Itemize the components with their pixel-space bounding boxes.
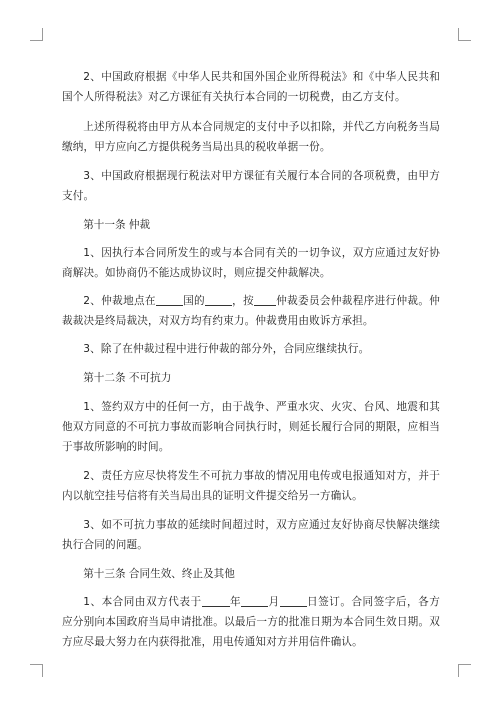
arbitration-clause-1: 1、因执行本合同所发生的或与本合同有关的一切争议，双方应通过友好协商解决。如协商仍不能达成协议时，则应提交仲裁解决。 [62,247,440,279]
tax-withholding-paragraph: 上述所得税将由甲方从本合同规定的支付中予以扣除，并代乙方向税务当局缴纳，甲方应向乙方提供税务当局出具的税收单据一份。 [62,121,440,153]
place-blank [205,293,232,306]
document-body [62,67,440,652]
arbitration-text-part: ，按 [231,295,254,307]
arbitration-text-part: 国的 [182,295,205,307]
crop-mark-top-right [458,28,471,41]
day-blank [280,594,307,607]
tax-clause-2: 2、中国政府根据《中华人民共和国外国企业所得税法》和《中华人民共和国个人所得税法》对乙方课征有关执行本合同的一切税费，由乙方支付。 [62,71,440,103]
arbitration-clause-2 [62,291,440,331]
commission-blank [254,293,276,306]
effectiveness-text-part: 日签订。合同签字后，各方应分别向本国政府当局申请批准。以最后一方的批准日期为本合同生效日期。双方应尽最大努力在内获得批准，用电传通知对方并用信件确认。 [62,596,440,648]
country-blank [156,293,183,306]
arbitration-text-part: 仲裁委员会仲裁程序进行仲裁。仲裁裁决是终局裁决，对双方均有约束力。仲裁费用由败诉方承担。 [62,295,440,327]
arbitration-clause-3: 3、除了在仲裁过程中进行仲裁的部分外，合同应继续执行。 [83,343,370,355]
force-majeure-clause-1: 1、签约双方中的任何一方，由于战争、严重水灾、火灾、台风、地震和其他双方同意的不可抗力事故而影响合同执行时，则延长履行合同的期限，应相当于事故所影响的时间。 [62,401,440,453]
tax-clause-3: 3、中国政府根据现行税法对甲方课征有关履行本合同的各项税费，由甲方支付。 [62,170,440,202]
arbitration-text-part: 2、仲裁地点在 [83,295,156,307]
effectiveness-text-part: 月 [268,596,280,608]
year-blank [202,594,230,607]
month-blank [241,594,268,607]
force-majeure-clause-2: 2、责任方应尽快将发生不可抗力事故的情况用电传或电报通知对方，并于内以航空挂号信将有关当局出具的证明文件提交给另一方确认。 [62,470,440,502]
article-11-heading: 第十一条 仲裁 [83,219,151,231]
crop-mark-top-left [30,28,43,41]
article-12-heading: 第十二条 不可抗力 [83,372,172,384]
effectiveness-text-part: 年 [229,596,242,608]
effectiveness-text-part: 1、本合同由双方代表于 [83,596,202,608]
crop-mark-bottom-right [458,664,471,677]
article-13-heading: 第十三条 合同生效、终止及其他 [83,568,235,580]
effectiveness-clause-1 [62,592,440,652]
force-majeure-clause-3: 3、如不可抗力事故的延续时间超过时，双方应通过友好协商尽快解决继续执行合同的问题。 [62,519,440,551]
crop-mark-bottom-left [30,664,43,677]
